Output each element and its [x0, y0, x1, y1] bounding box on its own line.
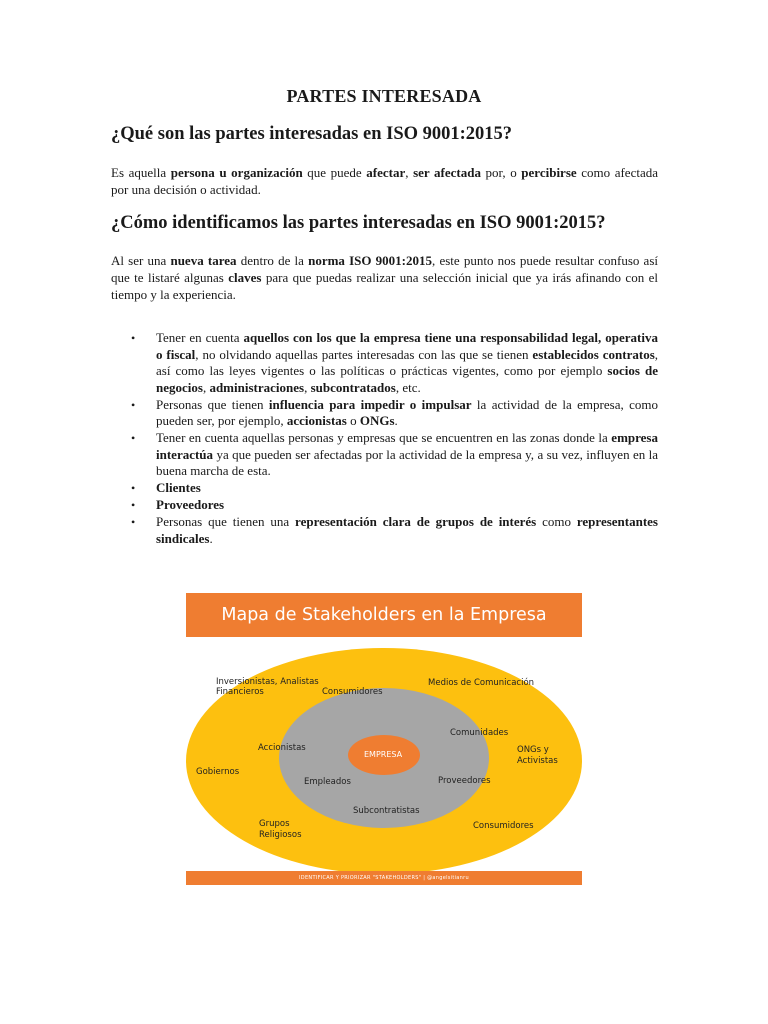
bullet-icon: • — [131, 331, 136, 345]
list-item: • Personas que tienen influencia para impedir o impulsar la actividad de la empresa, como pueden ser, por ejemplo, accionistas o ONGs. — [131, 396, 658, 428]
stakeholder-rings — [186, 593, 582, 885]
bullet-icon: • — [131, 431, 136, 445]
label-comunidades: Comunidades — [450, 728, 509, 738]
label-accionistas: Accionistas — [258, 743, 306, 753]
company-label: EMPRESA — [364, 750, 403, 759]
stakeholder-map-figure — [186, 593, 582, 885]
section-heading-1: ¿Qué son las partes interesadas en ISO 9001:2015? — [111, 124, 513, 144]
section-paragraph-1: Es aquella persona u organización que puede afectar, ser afectada por, o percibirse como afectada por una decisión o actividad. — [111, 165, 659, 197]
label-gobiernos: Gobiernos — [196, 767, 240, 777]
document-title: PARTES INTERESADA — [286, 86, 482, 106]
figure-footer: IDENTIFICAR Y PRIORIZAR "STAKEHOLDERS" | @angelsitianru — [299, 875, 469, 881]
list-item: • Personas que tienen una representación clara de grupos de interés como representantes sindicales. — [131, 514, 658, 546]
label-consumidores: Consumidores — [322, 687, 383, 697]
section-paragraph-2: Al ser una nueva tarea dentro de la norma ISO 9001:2015, este punto nos puede resultar confuso así que te listaré algunas claves para que puedas realizar una selección inicial que ya irás afinando con el tiempo y la experiencia. — [111, 253, 658, 302]
label-empleados: Empleados — [304, 777, 351, 787]
figure-title: Mapa de Stakeholders en la Empresa — [221, 605, 547, 625]
label-inversionistas: Inversionistas, Analistas Financieros — [216, 677, 319, 697]
bullet-icon: • — [131, 498, 136, 512]
label-proveedores: Proveedores — [438, 776, 491, 786]
section-heading-2: ¿Cómo identificamos las partes interesadas en ISO 9001:2015? — [111, 213, 606, 233]
list-item: • Proveedores — [131, 497, 225, 512]
label-subcontratistas: Subcontratistas — [353, 806, 420, 816]
label-ongs: ONGs y Activistas — [517, 745, 558, 766]
bullet-icon: • — [131, 515, 136, 529]
bullet-icon: • — [131, 481, 136, 495]
bullet-icon: • — [131, 397, 136, 412]
criteria-list — [111, 330, 658, 548]
label-grupos: Grupos Religiosos — [259, 819, 302, 840]
label-medios: Medios de Comunicación — [428, 678, 535, 688]
label-consumidores-outer: Consumidores — [473, 821, 534, 831]
list-item: • Tener en cuenta aquellas personas y empresas que se encuentren en las zonas donde la empresa interactúa ya que pueden ser afectadas por la actividad de la empresa y, a su vez, influyen en la buena marcha de esta. — [131, 430, 658, 478]
list-item: • Clientes — [131, 480, 201, 495]
list-item: • Tener en cuenta aquellos con los que la empresa tiene una responsabilidad legal, operativa o fiscal, no olvidando aquellas partes interesadas con las que se tienen establecidos contratos, así como las leyes vigentes o las políticas o prácticas vigentes, como por ejemplo socios de negocios, administraciones, subcontratados, etc. — [131, 330, 659, 395]
